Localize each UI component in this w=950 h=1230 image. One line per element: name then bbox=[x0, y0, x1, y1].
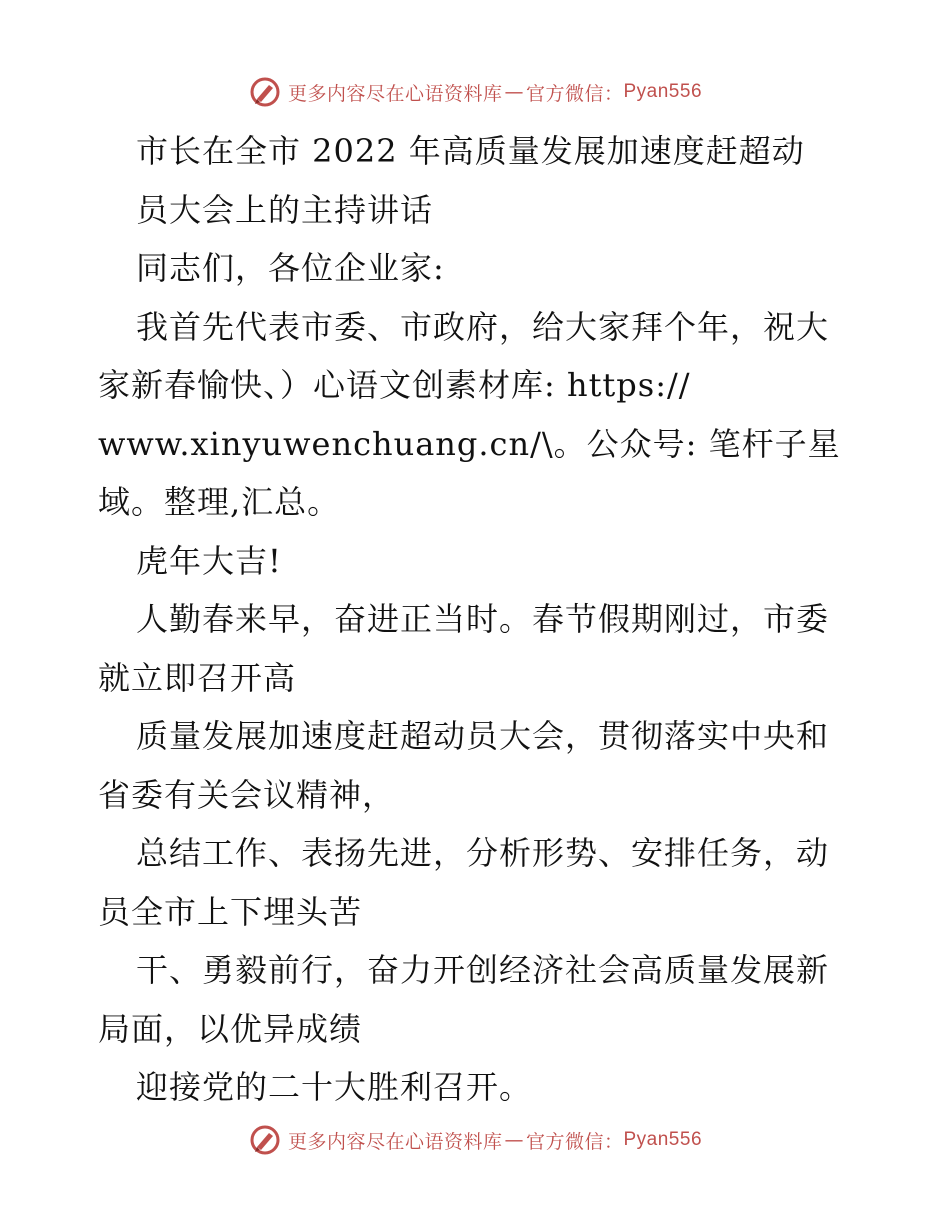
paragraph-line: 就立即召开高 bbox=[98, 658, 297, 697]
header-watermark bbox=[0, 72, 950, 112]
pen-logo-icon bbox=[248, 75, 282, 109]
paragraph-line: 省委有关会议精神， bbox=[98, 775, 396, 814]
banner-text: 更多内容尽在心语资料库 bbox=[287, 82, 503, 105]
banner-wechat-id: Pyan556 bbox=[623, 81, 703, 102]
paragraph-line: 员全市上下埋头苦 bbox=[98, 892, 363, 931]
banner-separator: — bbox=[504, 81, 524, 103]
banner-official-label: 官方微信： bbox=[525, 82, 624, 105]
banner-separator: — bbox=[504, 1129, 524, 1151]
document-body bbox=[98, 122, 858, 1117]
paragraph-line: www.xinyuwenchuang.cn/\。公众号: 笔杆子星 bbox=[98, 424, 841, 463]
paragraph-line: 域。整理,汇总。 bbox=[98, 483, 341, 521]
banner-official-label: 官方微信： bbox=[525, 1130, 624, 1153]
banner-wechat-id: Pyan556 bbox=[623, 1129, 703, 1150]
paragraph-line: 总结工作、表扬先进，分析形势、安排任务，动 bbox=[136, 834, 830, 872]
paragraph-line: 我首先代表市委、市政府，给大家拜个年，祝大 bbox=[136, 307, 830, 346]
paragraph-line: 家新春愉快、）心语文创素材库: https:// bbox=[98, 366, 691, 404]
paragraph-line: 迎接党的二十大胜利召开。 bbox=[136, 1068, 533, 1106]
paragraph-line: 虎年大吉! bbox=[136, 541, 282, 580]
paragraph-line: 局面，以优异成绩 bbox=[98, 1009, 363, 1048]
banner-text: 更多内容尽在心语资料库 bbox=[287, 1130, 503, 1153]
salutation: 同志们，各位企业家: bbox=[136, 249, 445, 287]
paragraph-line: 质量发展加速度赶超动员大会，贯彻落实中央和 bbox=[136, 717, 830, 755]
footer-watermark bbox=[0, 1120, 950, 1160]
paragraph-line: 干、勇毅前行，奋力开创经济社会高质量发展新 bbox=[136, 951, 830, 989]
title-line-2: 员大会上的主持讲话 bbox=[136, 190, 434, 229]
paragraph-line: 人勤春来早，奋进正当时。春节假期刚过，市委 bbox=[136, 600, 830, 638]
title-line-1: 市长在全市 2022 年高质量发展加速度赶超动 bbox=[136, 132, 805, 170]
pen-logo-icon bbox=[248, 1123, 282, 1157]
